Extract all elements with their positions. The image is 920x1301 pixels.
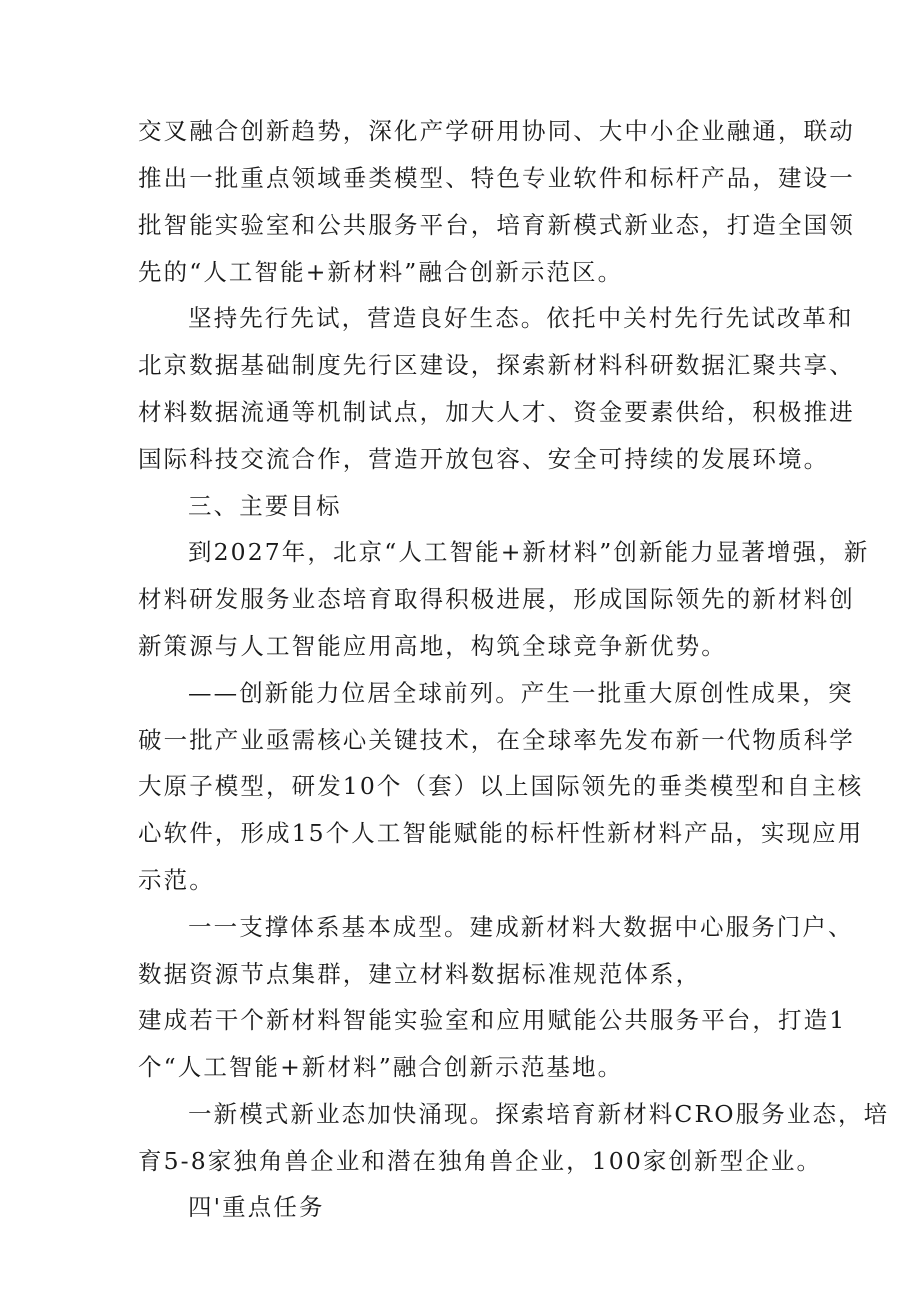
paragraph-line: 建成若干个新材料智能实验室和应用赋能公共服务平台，打造1: [138, 1006, 847, 1034]
paragraph-line: 示范。: [138, 866, 215, 894]
paragraph-line: 批智能实验室和公共服务平台，培育新模式新业态，打造全国领: [138, 211, 855, 239]
paragraph-line: 大原子模型，研发10个（套）以上国际领先的垂类模型和自主核: [138, 772, 864, 800]
section-heading: 四'重点任务: [188, 1193, 325, 1221]
paragraph-line: 心软件，形成15个人工智能赋能的标杆性新材料产品，实现应用: [138, 819, 864, 847]
paragraph-line: 数据资源节点集群，建立材料数据标准规范体系，: [138, 960, 702, 988]
paragraph-line: 育5-8家独角兽企业和潜在独角兽企业，100家创新型企业。: [138, 1147, 823, 1175]
paragraph-line: 国际科技交流合作，营造开放包容、安全可持续的发展环境。: [138, 445, 830, 473]
paragraph-line: 交叉融合创新趋势，深化产学研用协同、大中小企业融通，联动: [138, 117, 855, 145]
paragraph-line: 新策源与人工智能应用高地，构筑全球竞争新优势。: [138, 632, 727, 660]
paragraph-line: 一新模式新业态加快涌现。探索培育新材料CRO服务业态，培: [188, 1100, 890, 1128]
paragraph-line: 个“人工智能+新材料”融合创新示范基地。: [138, 1053, 624, 1081]
paragraph-line: 材料研发服务业态培育取得积极进展，形成国际领先的新材料创: [138, 585, 855, 613]
paragraph-line: 推出一批重点领域垂类模型、特色专业软件和标杆产品，建设一: [138, 164, 855, 192]
paragraph-line: 先的“人工智能+新材料”融合创新示范区。: [138, 258, 624, 286]
paragraph-line: ——创新能力位居全球前列。产生一批重大原创性成果，突: [188, 679, 854, 707]
paragraph-line: 破一批产业亟需核心关键技术，在全球率先发布新一代物质科学: [138, 726, 855, 754]
paragraph-line: 北京数据基础制度先行区建设，探索新材料科研数据汇聚共享、: [138, 351, 855, 379]
paragraph-line: 一一支撑体系基本成型。建成新材料大数据中心服务门户、: [188, 913, 854, 941]
paragraph-line: 坚持先行先试，营造良好生态。依托中关村先行先试改革和: [188, 304, 854, 332]
paragraph-line: 到2027年，北京“人工智能+新材料”创新能力显著增强，新: [188, 538, 870, 566]
section-heading: 三、主要目标: [188, 492, 342, 520]
paragraph-line: 材料数据流通等机制试点，加大人才、资金要素供给，积极推进: [138, 398, 855, 426]
